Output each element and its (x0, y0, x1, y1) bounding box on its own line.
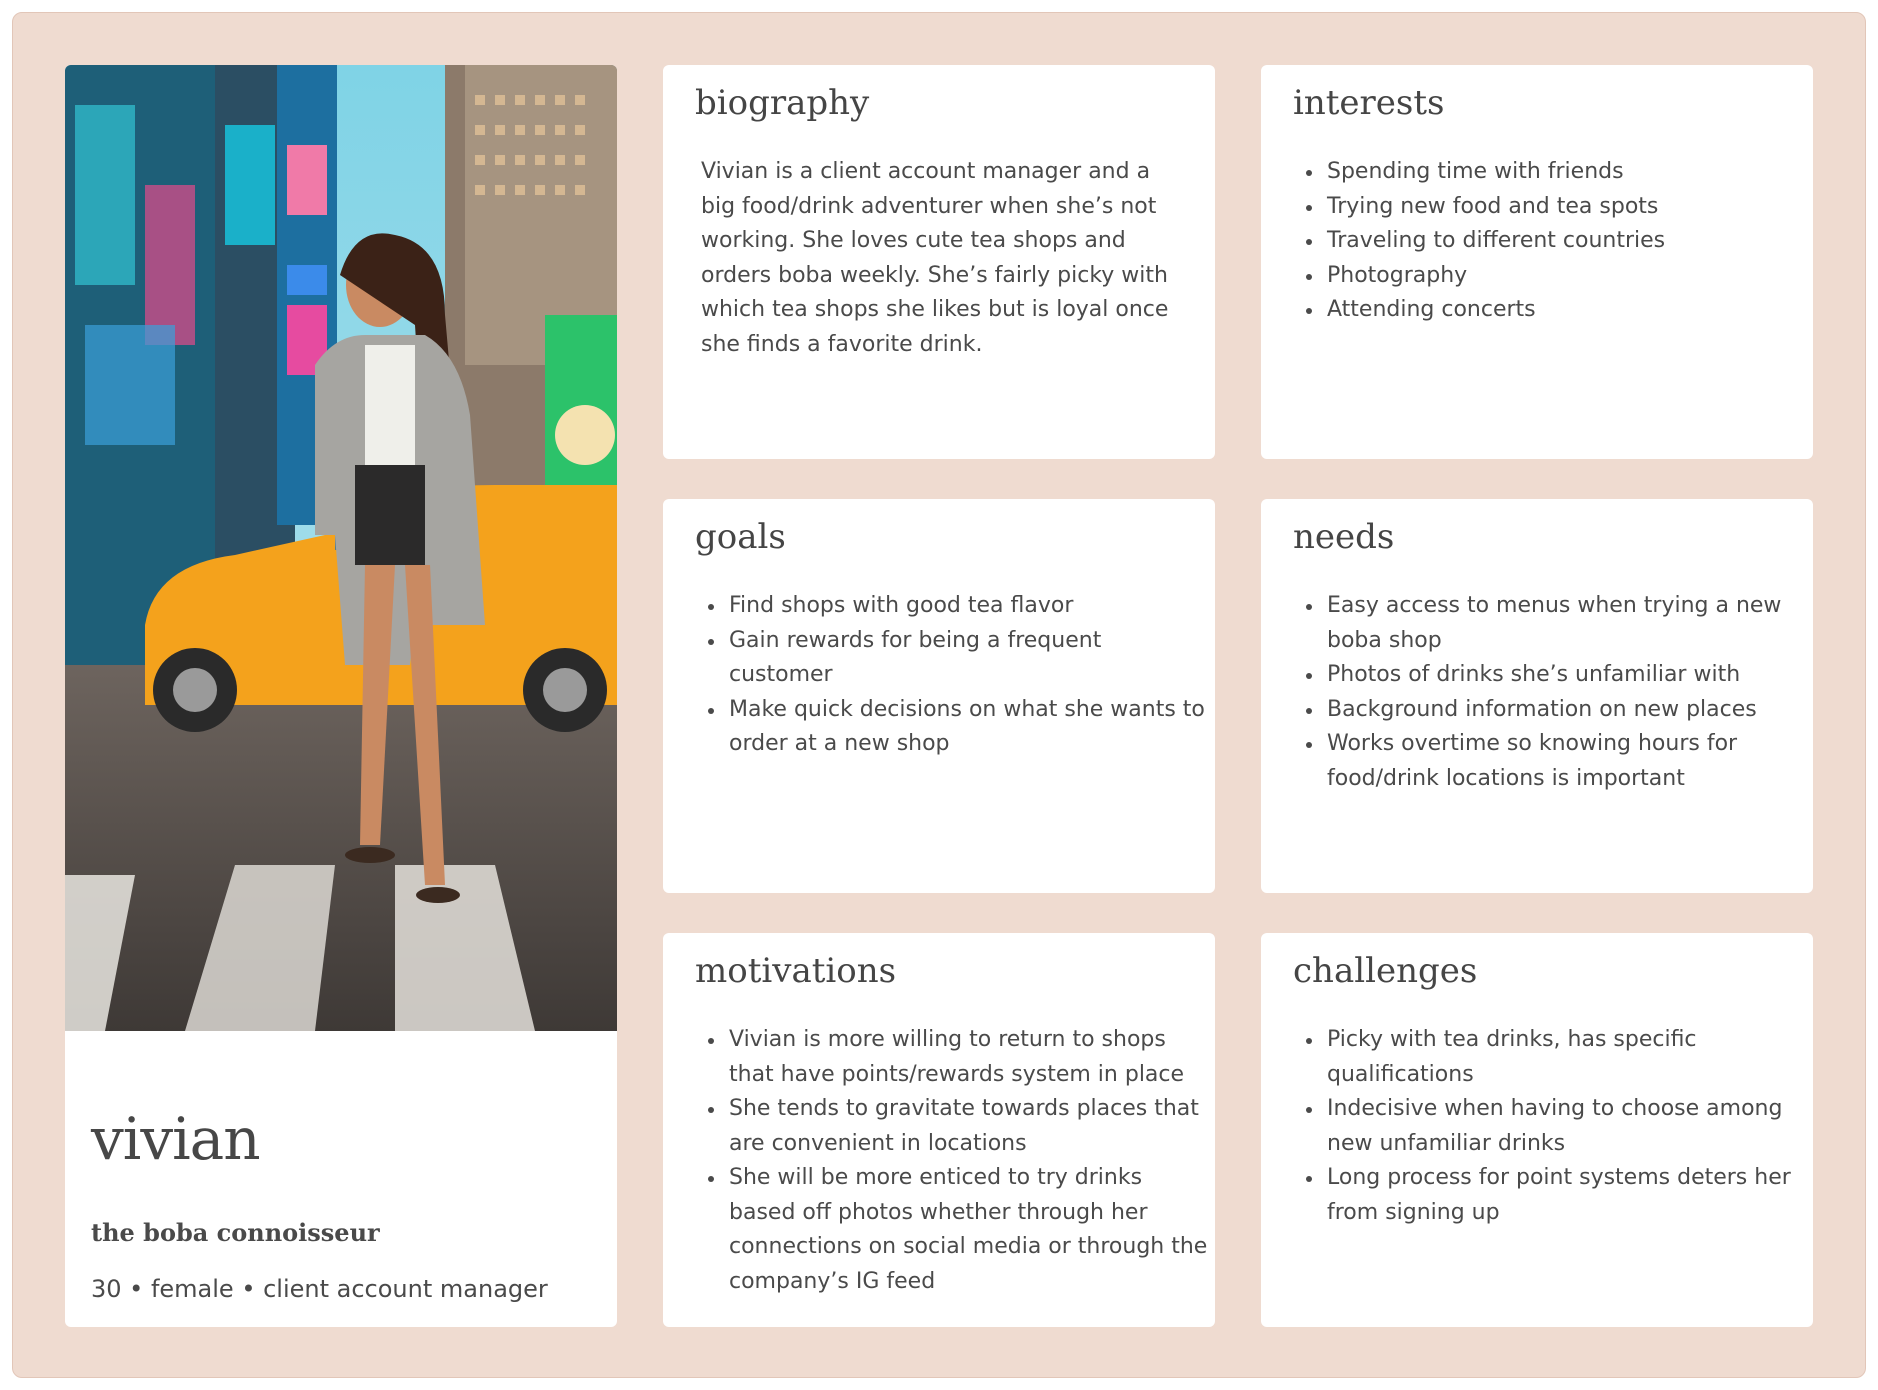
motivations-list (701, 1023, 1209, 1299)
list-item: Gain rewards for being a frequent customer (729, 624, 1209, 693)
list-item: Vivian is more willing to return to shops that have points/rewards system in place (729, 1023, 1209, 1092)
goals-title: goals (695, 517, 786, 557)
list-item: Background information on new places (1327, 693, 1807, 728)
interests-card (1261, 65, 1813, 459)
list-item: Picky with tea drinks, has specific qualifications (1327, 1023, 1807, 1092)
challenges-list (1299, 1023, 1807, 1230)
list-item: Make quick decisions on what she wants to order at a new shop (729, 693, 1209, 762)
biography-text: Vivian is a client account manager and a big food/drink adventurer when she’s not working. She loves cute tea shops and orders boba weekly. She’s fairly picky with which tea shops she likes but is loyal once she finds a favorite drink. (701, 159, 1169, 357)
challenges-title: challenges (1293, 951, 1478, 991)
motivations-card (663, 933, 1215, 1327)
list-item: She will be more enticed to try drinks based off photos whether through her connections on social media or through the company’s IG feed (729, 1161, 1209, 1299)
needs-list (1299, 589, 1807, 796)
list-item: Traveling to different countries (1327, 224, 1807, 259)
motivations-title: motivations (695, 951, 897, 991)
list-item: Easy access to menus when trying a new boba shop (1327, 589, 1807, 658)
biography-title: biography (695, 83, 870, 123)
list-item: Spending time with friends (1327, 155, 1807, 190)
list-item: She tends to gravitate towards places that are convenient in locations (729, 1092, 1209, 1161)
goals-card (663, 499, 1215, 893)
goals-list (701, 589, 1209, 762)
profile-card (65, 65, 617, 1327)
list-item: Works overtime so knowing hours for food/drink locations is important (1327, 727, 1807, 796)
list-item: Long process for point systems deters her from signing up (1327, 1161, 1807, 1230)
list-item: Photography (1327, 259, 1807, 294)
persona-name: vivian (91, 1105, 260, 1173)
interests-list (1299, 155, 1807, 328)
needs-card (1261, 499, 1813, 893)
list-item: Attending concerts (1327, 293, 1807, 328)
challenges-card (1261, 933, 1813, 1327)
list-item: Photos of drinks she’s unfamiliar with (1327, 658, 1807, 693)
list-item: Trying new food and tea spots (1327, 190, 1807, 225)
persona-board (12, 12, 1866, 1378)
list-item: Find shops with good tea flavor (729, 589, 1209, 624)
interests-title: interests (1293, 83, 1445, 123)
list-item: Indecisive when having to choose among new unfamiliar drinks (1327, 1092, 1807, 1161)
biography-card (663, 65, 1215, 459)
persona-photo (65, 65, 617, 1031)
persona-meta: 30 • female • client account manager (91, 1275, 548, 1303)
persona-tagline: the boba connoisseur (91, 1218, 380, 1247)
needs-title: needs (1293, 517, 1395, 557)
